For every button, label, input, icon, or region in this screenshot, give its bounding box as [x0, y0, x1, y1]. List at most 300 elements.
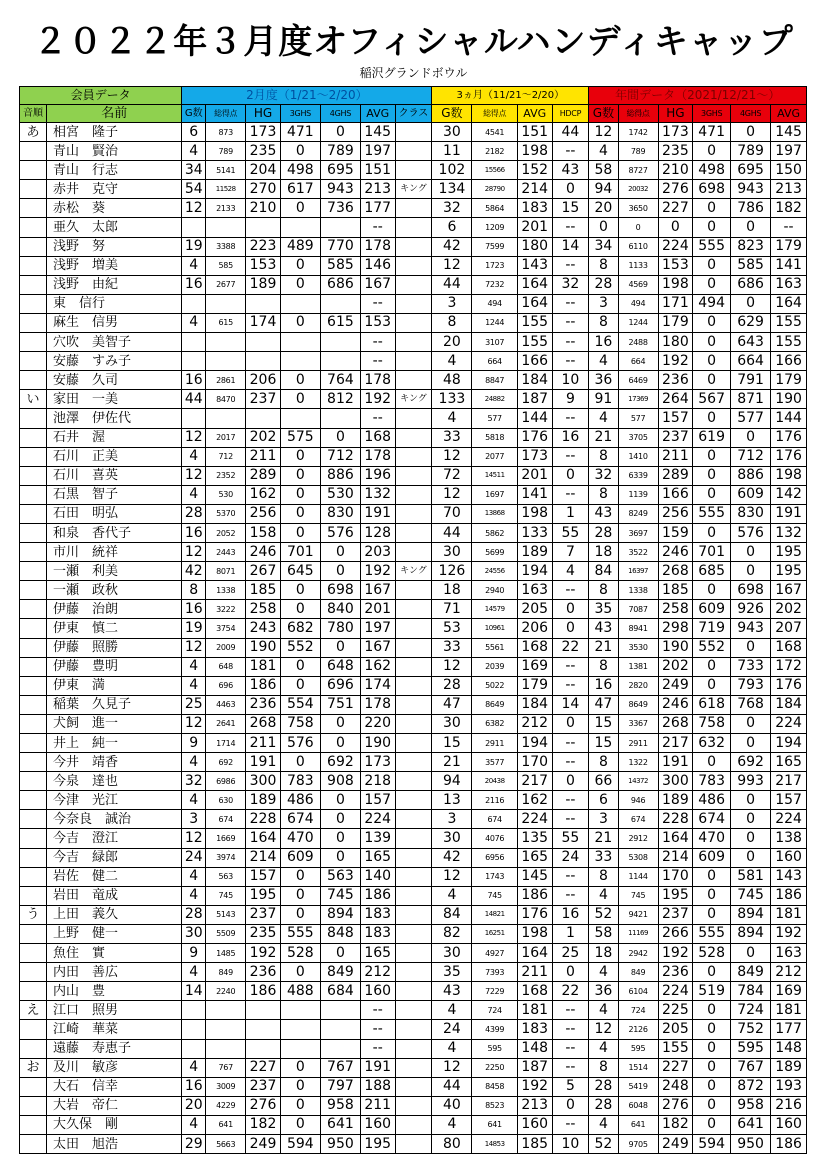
cell-feb-3ghs: 470	[280, 829, 320, 848]
cell-feb-4ghs: 641	[320, 1115, 360, 1134]
cell-feb-avg: 132	[360, 485, 395, 504]
cell-feb-hg	[246, 1001, 281, 1020]
cell-3m-total: 24556	[472, 562, 517, 581]
cell-feb-hg	[246, 333, 281, 352]
cell-kana	[20, 791, 47, 810]
cell-feb-class	[395, 1077, 432, 1096]
cell-yr-3ghs: 594	[693, 1134, 731, 1153]
cell-yr-games: 28	[589, 1096, 618, 1115]
cell-3m-avg: 141	[517, 485, 552, 504]
cell-feb-avg: 146	[360, 256, 395, 275]
cell-yr-avg: 168	[771, 638, 807, 657]
cell-name: 穴吹 美智子	[47, 333, 182, 352]
cell-3m-total: 3107	[472, 333, 517, 352]
cell-feb-avg: --	[360, 294, 395, 313]
cell-3m-games: 33	[432, 638, 472, 657]
cell-feb-class	[395, 1115, 432, 1134]
cell-feb-3ghs: 576	[280, 734, 320, 753]
cell-feb-avg: 178	[360, 447, 395, 466]
table-row	[20, 657, 807, 676]
cell-3m-hdcp: --	[552, 676, 589, 695]
cell-yr-games: 18	[589, 543, 618, 562]
cell-3m-games: 44	[432, 1077, 472, 1096]
table-row	[20, 333, 807, 352]
cell-feb-hg: 243	[246, 619, 281, 638]
cell-feb-total: 692	[206, 753, 246, 772]
cell-feb-class	[395, 676, 432, 695]
cell-yr-3ghs: 0	[693, 409, 731, 428]
cell-yr-total: 1742	[618, 123, 658, 142]
cell-feb-hg: 153	[246, 256, 281, 275]
cell-feb-games: 34	[182, 161, 206, 180]
cell-kana	[20, 581, 47, 600]
cell-yr-games: 3	[589, 810, 618, 829]
cell-yr-total: 1514	[618, 1058, 658, 1077]
cell-yr-hg: 264	[658, 390, 693, 409]
cell-yr-4ghs: 926	[731, 600, 771, 619]
cell-feb-total	[206, 294, 246, 313]
cell-yr-games: 15	[589, 734, 618, 753]
table-row	[20, 1039, 807, 1058]
cell-feb-3ghs: 0	[280, 275, 320, 294]
cell-feb-games: 4	[182, 791, 206, 810]
cell-yr-4ghs: 886	[731, 466, 771, 485]
cell-feb-4ghs	[320, 352, 360, 371]
cell-name: 東 信行	[47, 294, 182, 313]
cell-3m-total: 7599	[472, 237, 517, 256]
cell-kana	[20, 600, 47, 619]
cell-yr-games: 8	[589, 581, 618, 600]
cell-name: 家田 一美	[47, 390, 182, 409]
cell-3m-avg: 166	[517, 352, 552, 371]
cell-yr-avg: 143	[771, 867, 807, 886]
cell-feb-hg: 204	[246, 161, 281, 180]
cell-yr-total: 5419	[618, 1077, 658, 1096]
cell-yr-total: 2126	[618, 1020, 658, 1039]
cell-yr-avg: 177	[771, 1020, 807, 1039]
cell-name: 稲葉 久見子	[47, 695, 182, 714]
cell-feb-4ghs: 736	[320, 199, 360, 218]
cell-yr-total: 17369	[618, 390, 658, 409]
cell-feb-3ghs: 0	[280, 466, 320, 485]
cell-feb-hg: 289	[246, 466, 281, 485]
cell-feb-total: 4229	[206, 1096, 246, 1115]
cell-feb-total: 2009	[206, 638, 246, 657]
cell-yr-3ghs: 0	[693, 447, 731, 466]
cell-yr-hg: 236	[658, 963, 693, 982]
cell-feb-games: 12	[182, 199, 206, 218]
table-row	[20, 791, 807, 810]
cell-feb-class	[395, 256, 432, 275]
cell-feb-4ghs: 0	[320, 638, 360, 657]
cell-yr-games: 52	[589, 1134, 618, 1153]
cell-feb-4ghs: 0	[320, 791, 360, 810]
cell-yr-avg: 186	[771, 1134, 807, 1153]
cell-feb-class	[395, 1020, 432, 1039]
cell-feb-games: 12	[182, 543, 206, 562]
cell-name: 犬飼 進一	[47, 714, 182, 733]
cell-feb-avg: 190	[360, 734, 395, 753]
table-row	[20, 886, 807, 905]
cell-yr-games: 12	[589, 123, 618, 142]
cell-yr-total: 3522	[618, 543, 658, 562]
cell-feb-games: 42	[182, 562, 206, 581]
cell-feb-games: 16	[182, 1077, 206, 1096]
cell-yr-games: 8	[589, 1058, 618, 1077]
cell-kana	[20, 657, 47, 676]
cell-3m-avg: 212	[517, 714, 552, 733]
cell-3m-total: 577	[472, 409, 517, 428]
cell-yr-3ghs: 0	[693, 523, 731, 542]
cell-yr-total: 3367	[618, 714, 658, 733]
cell-feb-total: 696	[206, 676, 246, 695]
cell-3m-games: 42	[432, 848, 472, 867]
cell-name: 上田 義久	[47, 905, 182, 924]
cell-feb-avg: 192	[360, 562, 395, 581]
cell-3m-total: 724	[472, 1001, 517, 1020]
table-row	[20, 1077, 807, 1096]
cell-3m-total: 1244	[472, 313, 517, 332]
cell-3m-hdcp: 5	[552, 1077, 589, 1096]
cell-yr-4ghs: 950	[731, 1134, 771, 1153]
cell-3m-total: 4076	[472, 829, 517, 848]
cell-feb-4ghs: 695	[320, 161, 360, 180]
cell-feb-hg: 236	[246, 963, 281, 982]
cell-yr-avg: 157	[771, 791, 807, 810]
cell-feb-total: 5143	[206, 905, 246, 924]
cell-yr-4ghs: 768	[731, 695, 771, 714]
cell-yr-3ghs: 0	[693, 581, 731, 600]
cell-yr-3ghs: 698	[693, 180, 731, 199]
cell-yr-hg: 248	[658, 1077, 693, 1096]
cell-feb-4ghs	[320, 218, 360, 237]
cell-feb-games: 4	[182, 1058, 206, 1077]
cell-feb-avg: 196	[360, 466, 395, 485]
table-row	[20, 924, 807, 943]
cell-feb-avg: 191	[360, 1058, 395, 1077]
cell-feb-hg: 164	[246, 829, 281, 848]
cell-3m-avg: 189	[517, 543, 552, 562]
cell-feb-avg: 167	[360, 275, 395, 294]
cell-feb-hg	[246, 1039, 281, 1058]
cell-feb-games: 32	[182, 772, 206, 791]
cell-feb-total	[206, 333, 246, 352]
cell-name: 岩佐 健二	[47, 867, 182, 886]
cell-yr-avg: 145	[771, 123, 807, 142]
table-row	[20, 543, 807, 562]
cell-3m-total: 5699	[472, 543, 517, 562]
cell-name: 安藤 すみ子	[47, 352, 182, 371]
cell-name: 今井 靖香	[47, 753, 182, 772]
cell-name: 今吉 澄江	[47, 829, 182, 848]
cell-yr-avg: 197	[771, 142, 807, 161]
cell-yr-total: 3697	[618, 523, 658, 542]
cell-3m-hdcp: 24	[552, 848, 589, 867]
cell-feb-total: 8470	[206, 390, 246, 409]
cell-feb-total: 641	[206, 1115, 246, 1134]
cell-3m-avg: 183	[517, 199, 552, 218]
cell-feb-avg: --	[360, 1001, 395, 1020]
col-yr-3ghs: 3GHS	[693, 105, 731, 123]
cell-3m-total: 4541	[472, 123, 517, 142]
cell-yr-total: 2820	[618, 676, 658, 695]
cell-yr-total: 8249	[618, 504, 658, 523]
cell-3m-avg: 187	[517, 1058, 552, 1077]
cell-yr-3ghs: 0	[693, 333, 731, 352]
cell-3m-hdcp: 7	[552, 543, 589, 562]
table-row	[20, 600, 807, 619]
cell-3m-hdcp: --	[552, 352, 589, 371]
cell-feb-total: 767	[206, 1058, 246, 1077]
col-yr-hg: HG	[658, 105, 693, 123]
cell-feb-hg: 174	[246, 313, 281, 332]
cell-feb-hg: 173	[246, 123, 281, 142]
cell-3m-hdcp: --	[552, 1001, 589, 1020]
cell-feb-class	[395, 886, 432, 905]
cell-3m-games: 12	[432, 485, 472, 504]
cell-feb-class	[395, 772, 432, 791]
cell-yr-total: 641	[618, 1115, 658, 1134]
cell-feb-3ghs: 0	[280, 256, 320, 275]
cell-3m-avg: 211	[517, 963, 552, 982]
cell-feb-avg: 192	[360, 390, 395, 409]
cell-feb-games: 4	[182, 313, 206, 332]
cell-feb-3ghs: 0	[280, 1058, 320, 1077]
cell-3m-hdcp: --	[552, 1058, 589, 1077]
cell-feb-4ghs: 712	[320, 447, 360, 466]
cell-feb-total	[206, 218, 246, 237]
cell-yr-hg: 189	[658, 791, 693, 810]
cell-3m-games: 4	[432, 352, 472, 371]
cell-kana	[20, 485, 47, 504]
cell-feb-avg: 140	[360, 867, 395, 886]
cell-name: 伊藤 豊明	[47, 657, 182, 676]
cell-3m-hdcp: 0	[552, 963, 589, 982]
cell-3m-games: 72	[432, 466, 472, 485]
cell-feb-games	[182, 1039, 206, 1058]
cell-feb-total: 3222	[206, 600, 246, 619]
cell-name: 青山 行志	[47, 161, 182, 180]
cell-feb-avg: 218	[360, 772, 395, 791]
cell-3m-games: 15	[432, 734, 472, 753]
cell-feb-hg: 189	[246, 275, 281, 294]
cell-yr-games: 21	[589, 829, 618, 848]
member-rows	[20, 123, 807, 1154]
cell-feb-avg: 139	[360, 829, 395, 848]
cell-yr-hg: 210	[658, 161, 693, 180]
cell-feb-avg: --	[360, 352, 395, 371]
cell-yr-4ghs: 585	[731, 256, 771, 275]
cell-feb-hg: 236	[246, 695, 281, 714]
cell-yr-total: 946	[618, 791, 658, 810]
cell-feb-class	[395, 333, 432, 352]
cell-yr-games: 28	[589, 1077, 618, 1096]
cell-yr-avg: 182	[771, 199, 807, 218]
cell-name: 青山 賢治	[47, 142, 182, 161]
cell-feb-games: 4	[182, 1115, 206, 1134]
table-row	[20, 504, 807, 523]
col-feb-4ghs: 4GHS	[320, 105, 360, 123]
cell-feb-4ghs: 848	[320, 924, 360, 943]
cell-feb-3ghs: 0	[280, 485, 320, 504]
cell-3m-total: 1723	[472, 256, 517, 275]
cell-yr-3ghs: 0	[693, 199, 731, 218]
cell-3m-avg: 144	[517, 409, 552, 428]
cell-3m-hdcp: 1	[552, 504, 589, 523]
cell-feb-hg: 258	[246, 600, 281, 619]
cell-3m-games: 71	[432, 600, 472, 619]
table-row	[20, 466, 807, 485]
cell-name: 今吉 緑郎	[47, 848, 182, 867]
venue-name: 稲沢グランドボウル	[359, 66, 468, 80]
cell-yr-avg: 155	[771, 333, 807, 352]
cell-3m-avg: 192	[517, 1077, 552, 1096]
cell-feb-total: 5370	[206, 504, 246, 523]
cell-feb-4ghs: 958	[320, 1096, 360, 1115]
cell-feb-class	[395, 1039, 432, 1058]
cell-3m-total: 14853	[472, 1134, 517, 1153]
cell-name: 魚住 實	[47, 944, 182, 963]
cell-feb-hg: 182	[246, 1115, 281, 1134]
cell-yr-4ghs: 698	[731, 581, 771, 600]
cell-feb-total: 1669	[206, 829, 246, 848]
table-row	[20, 218, 807, 237]
cell-3m-games: 126	[432, 562, 472, 581]
cell-yr-total: 1322	[618, 753, 658, 772]
cell-yr-avg: 192	[771, 924, 807, 943]
cell-3m-games: 80	[432, 1134, 472, 1153]
cell-feb-total: 11528	[206, 180, 246, 199]
cell-kana: え	[20, 1001, 47, 1020]
cell-yr-hg: 190	[658, 638, 693, 657]
cell-kana	[20, 829, 47, 848]
cell-feb-4ghs: 0	[320, 734, 360, 753]
cell-yr-4ghs: 629	[731, 313, 771, 332]
cell-3m-hdcp: --	[552, 256, 589, 275]
cell-yr-avg: 150	[771, 161, 807, 180]
cell-yr-hg: 276	[658, 180, 693, 199]
cell-feb-total: 6986	[206, 772, 246, 791]
cell-yr-4ghs: 695	[731, 161, 771, 180]
cell-3m-avg: 162	[517, 791, 552, 810]
cell-feb-3ghs: 674	[280, 810, 320, 829]
table-row	[20, 714, 807, 733]
cell-yr-4ghs: 577	[731, 409, 771, 428]
cell-yr-3ghs: 0	[693, 1058, 731, 1077]
cell-feb-hg: 268	[246, 714, 281, 733]
cell-feb-total: 3974	[206, 848, 246, 867]
cell-feb-games: 12	[182, 428, 206, 447]
cell-3m-hdcp: --	[552, 753, 589, 772]
cell-yr-3ghs: 0	[693, 218, 731, 237]
cell-feb-hg: 191	[246, 753, 281, 772]
cell-3m-total: 641	[472, 1115, 517, 1134]
cell-yr-hg: 198	[658, 275, 693, 294]
cell-name: 一瀬 利美	[47, 562, 182, 581]
cell-3m-avg: 155	[517, 333, 552, 352]
cell-3m-games: 102	[432, 161, 472, 180]
table-row	[20, 1020, 807, 1039]
cell-feb-class	[395, 753, 432, 772]
cell-feb-games	[182, 333, 206, 352]
cell-name: 浅野 努	[47, 237, 182, 256]
cell-yr-hg: 153	[658, 256, 693, 275]
cell-yr-4ghs: 0	[731, 218, 771, 237]
cell-kana	[20, 734, 47, 753]
cell-3m-total: 7393	[472, 963, 517, 982]
cell-yr-total: 1139	[618, 485, 658, 504]
cell-3m-hdcp: --	[552, 1020, 589, 1039]
cell-feb-4ghs: 692	[320, 753, 360, 772]
cell-3m-avg: 135	[517, 829, 552, 848]
cell-name: 今津 光江	[47, 791, 182, 810]
cell-feb-class	[395, 581, 432, 600]
cell-feb-3ghs: 0	[280, 867, 320, 886]
cell-feb-hg	[246, 1020, 281, 1039]
cell-yr-hg: 249	[658, 676, 693, 695]
cell-3m-games: 82	[432, 924, 472, 943]
cell-name: 上野 健一	[47, 924, 182, 943]
col-3m-avg: AVG	[517, 105, 552, 123]
cell-kana	[20, 714, 47, 733]
cell-yr-avg: 207	[771, 619, 807, 638]
cell-yr-total: 7087	[618, 600, 658, 619]
cell-feb-games	[182, 218, 206, 237]
cell-yr-games: 35	[589, 600, 618, 619]
cell-3m-games: 4	[432, 1115, 472, 1134]
cell-feb-hg: 181	[246, 657, 281, 676]
cell-feb-hg: 235	[246, 924, 281, 943]
cell-3m-hdcp: 22	[552, 982, 589, 1001]
cell-feb-total: 873	[206, 123, 246, 142]
cell-feb-games: 12	[182, 466, 206, 485]
cell-feb-avg: 197	[360, 142, 395, 161]
cell-yr-games: 16	[589, 333, 618, 352]
cell-yr-total: 14372	[618, 772, 658, 791]
cell-3m-hdcp: 16	[552, 905, 589, 924]
cell-3m-avg: 213	[517, 1096, 552, 1115]
cell-3m-hdcp: --	[552, 867, 589, 886]
cell-3m-hdcp: --	[552, 485, 589, 504]
cell-feb-class	[395, 504, 432, 523]
cell-yr-avg: 142	[771, 485, 807, 504]
cell-kana	[20, 753, 47, 772]
handicap-table	[19, 86, 807, 1154]
cell-3m-total: 5022	[472, 676, 517, 695]
cell-yr-3ghs: 470	[693, 829, 731, 848]
cell-feb-games: 4	[182, 867, 206, 886]
cell-3m-hdcp: --	[552, 142, 589, 161]
cell-yr-hg: 225	[658, 1001, 693, 1020]
cell-feb-games	[182, 1001, 206, 1020]
cell-3m-total: 2911	[472, 734, 517, 753]
cell-feb-class	[395, 619, 432, 638]
cell-feb-3ghs: 0	[280, 600, 320, 619]
cell-kana	[20, 218, 47, 237]
cell-feb-hg: 190	[246, 638, 281, 657]
cell-yr-avg: 224	[771, 714, 807, 733]
cell-feb-4ghs: 767	[320, 1058, 360, 1077]
cell-yr-3ghs: 0	[693, 352, 731, 371]
cell-yr-4ghs: 609	[731, 485, 771, 504]
cell-yr-avg: 216	[771, 1096, 807, 1115]
table-row	[20, 1096, 807, 1115]
cell-yr-hg: 191	[658, 753, 693, 772]
cell-yr-avg: 191	[771, 504, 807, 523]
cell-yr-3ghs: 567	[693, 390, 731, 409]
cell-3m-hdcp: 0	[552, 1096, 589, 1115]
cell-3m-avg: 181	[517, 1001, 552, 1020]
